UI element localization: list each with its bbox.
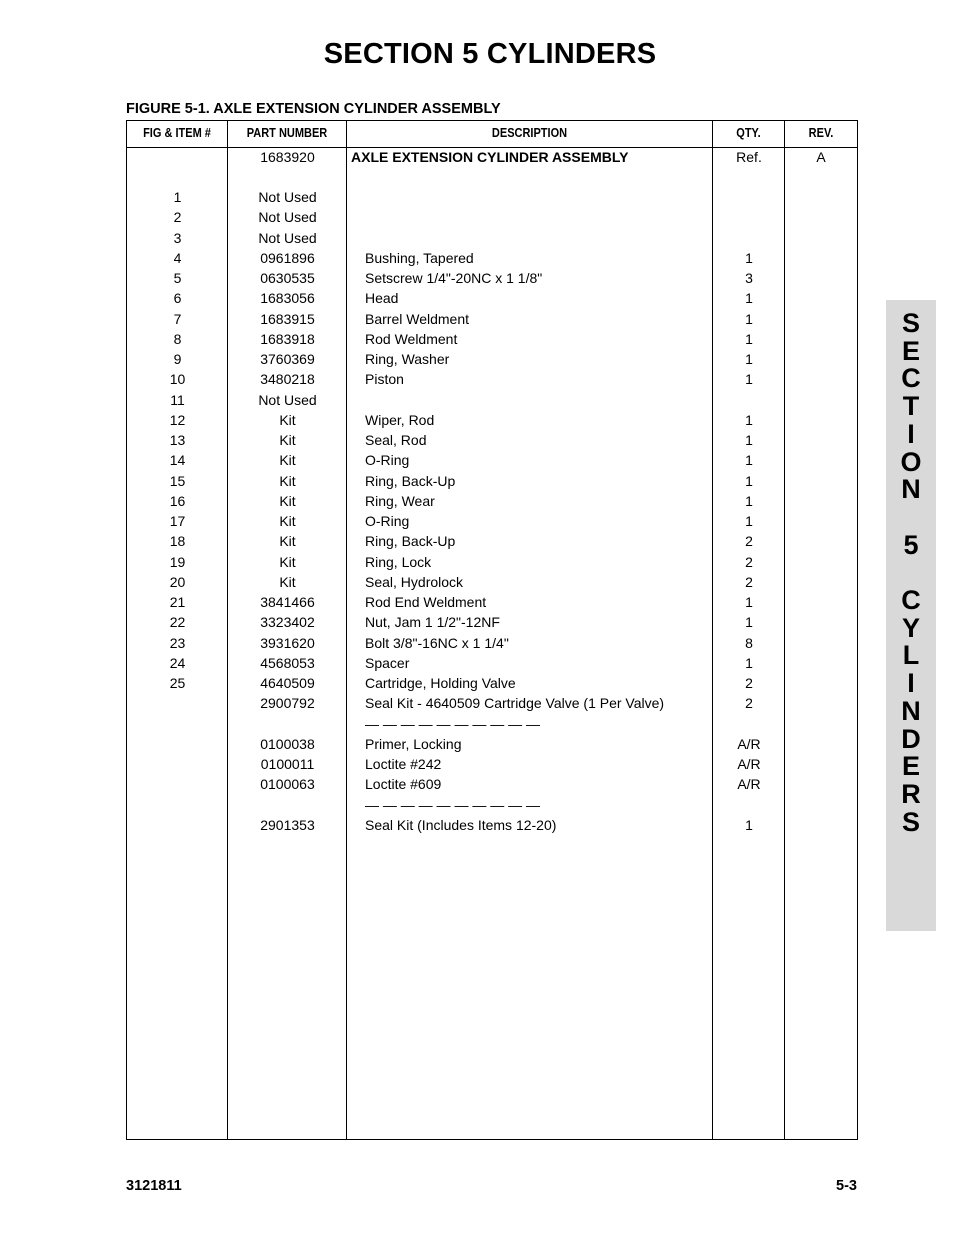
description: Setscrew 1/4"-20NC x 1 1/8" <box>365 270 543 286</box>
quantity: 1 <box>745 310 753 327</box>
part-number: 3480218 <box>260 371 315 388</box>
item-number: 14 <box>169 452 186 469</box>
table-row <box>127 491 857 511</box>
item-number: 11 <box>170 391 185 408</box>
item-number: 16 <box>169 492 186 509</box>
side-tab-letter: S <box>901 806 920 837</box>
item-number: 10 <box>169 371 186 388</box>
description: AXLE EXTENSION CYLINDER ASSEMBLY <box>351 149 629 165</box>
item-number: 12 <box>169 411 186 428</box>
quantity: 1 <box>745 351 753 367</box>
part-number: 2901353 <box>260 816 315 833</box>
parts-table <box>126 120 858 1140</box>
item-number: 9 <box>173 351 182 367</box>
description: Ring, Wear <box>365 492 435 509</box>
description: Piston <box>365 371 404 388</box>
item-number: 23 <box>169 634 186 651</box>
side-tab-letter: E <box>901 335 920 366</box>
quantity: 8 <box>745 634 753 651</box>
side-tab-letter: N <box>901 474 921 505</box>
table-row <box>127 430 857 450</box>
part-number: Kit <box>279 553 296 570</box>
description: Bolt 3/8"-16NC x 1 1/4" <box>365 634 509 651</box>
quantity: 1 <box>745 594 753 610</box>
table-row <box>127 693 857 713</box>
side-tab-letter: O <box>900 446 922 477</box>
item-number: 15 <box>169 472 186 489</box>
part-number: 0100038 <box>260 735 315 752</box>
part-number: 3760369 <box>260 351 315 367</box>
part-number: Not Used <box>258 209 317 226</box>
header-item: FIG & ITEM # <box>143 126 211 140</box>
part-number: Not Used <box>258 229 317 246</box>
page-number: 5-3 <box>836 1178 857 1194</box>
table-row <box>127 268 857 288</box>
description: Seal, Rod <box>365 432 427 448</box>
item-number: 1 <box>173 189 182 205</box>
table-row <box>127 714 857 734</box>
table-row <box>127 329 857 349</box>
quantity: A/R <box>737 776 761 793</box>
description: Ring, Lock <box>365 553 432 570</box>
table-row <box>127 369 857 389</box>
side-tab-letter: S <box>901 308 920 338</box>
document-number: 3121811 <box>126 1178 182 1194</box>
table-row <box>127 795 857 815</box>
item-number: 7 <box>173 310 182 327</box>
quantity: 1 <box>745 513 753 529</box>
part-number: 3931620 <box>260 634 315 651</box>
description: Seal Kit (Includes Items 12-20) <box>365 816 557 833</box>
description: Seal Kit - 4640509 Cartridge Valve (1 Per Valve) <box>365 695 665 712</box>
side-tab-letter: I <box>907 668 915 699</box>
description: Spacer <box>365 654 410 671</box>
item-number: 21 <box>169 594 186 610</box>
part-number: 3841466 <box>260 594 315 610</box>
part-number: 4568053 <box>260 654 315 671</box>
side-tab-letter: T <box>902 391 920 422</box>
table-row <box>127 390 857 410</box>
item-number: 13 <box>169 432 186 448</box>
item-number: 17 <box>169 513 186 529</box>
part-number: Kit <box>279 411 296 428</box>
part-number: Kit <box>279 573 296 590</box>
part-number: 1683915 <box>260 310 315 327</box>
quantity: 1 <box>745 452 753 469</box>
item-number: 8 <box>173 330 182 347</box>
quantity: 2 <box>745 533 753 550</box>
quantity: 2 <box>745 573 753 590</box>
part-number: 3323402 <box>260 614 315 631</box>
part-number: 1683056 <box>260 290 315 307</box>
quantity: 1 <box>745 614 753 631</box>
side-tab-letter: N <box>901 695 921 726</box>
quantity: 1 <box>745 816 753 833</box>
table-row <box>127 531 857 551</box>
table-row <box>127 288 857 308</box>
description: O-Ring <box>365 452 410 469</box>
item-number: 4 <box>173 249 182 266</box>
description: — — — — — — — — — — <box>365 796 541 813</box>
description: — — — — — — — — — — <box>365 715 541 732</box>
table-row <box>127 754 857 774</box>
table-row <box>127 673 857 693</box>
description: Loctite #609 <box>365 776 442 793</box>
revision: A <box>816 149 826 165</box>
quantity: 1 <box>745 472 753 489</box>
part-number: Kit <box>279 432 296 448</box>
part-number: 4640509 <box>260 675 315 691</box>
description: Ring, Back-Up <box>365 533 456 550</box>
part-number: 0100063 <box>260 776 315 793</box>
table-row <box>127 552 857 572</box>
part-number: Kit <box>279 533 296 550</box>
description: Nut, Jam 1 1/2"-12NF <box>365 614 500 631</box>
quantity: 2 <box>745 675 753 691</box>
part-number: Kit <box>279 452 296 469</box>
side-tab-letter: C <box>901 363 921 394</box>
table-row <box>127 592 857 612</box>
item-number: 22 <box>169 614 186 631</box>
quantity: A/R <box>737 756 761 772</box>
side-tab-letter: Y <box>901 612 920 643</box>
description: Rod Weldment <box>365 330 458 347</box>
table-row <box>127 207 857 227</box>
description: Wiper, Rod <box>365 411 435 428</box>
table-row <box>127 653 857 673</box>
item-number: 2 <box>173 209 182 226</box>
quantity: 2 <box>745 695 753 712</box>
side-tab-letter: I <box>907 418 915 449</box>
part-number: Kit <box>279 492 296 509</box>
part-number: Not Used <box>258 189 317 205</box>
description: Primer, Locking <box>365 735 462 752</box>
table-row <box>127 450 857 470</box>
table-row <box>127 815 857 835</box>
part-number: 0961896 <box>260 249 315 266</box>
table-row <box>127 248 857 268</box>
table-row <box>127 147 857 167</box>
quantity: 1 <box>745 411 753 428</box>
table-row <box>127 167 857 187</box>
header-rev: REV. <box>808 126 834 140</box>
section-title: SECTION 5 CYLINDERS <box>323 38 657 70</box>
table-row <box>127 612 857 632</box>
item-number: 3 <box>173 229 182 246</box>
part-number: 1683920 <box>260 149 315 165</box>
part-number: 2900792 <box>260 695 315 712</box>
table-row <box>127 228 857 248</box>
table-row <box>127 349 857 369</box>
table-row <box>127 511 857 531</box>
item-number: 5 <box>173 270 182 286</box>
side-tab-letter: C <box>901 585 921 615</box>
description: Ring, Washer <box>365 351 450 367</box>
item-number: 6 <box>173 290 182 307</box>
part-number: Kit <box>279 472 296 489</box>
table-row <box>127 410 857 430</box>
description: Seal, Hydrolock <box>365 573 464 590</box>
table-row <box>127 471 857 491</box>
quantity: 1 <box>745 492 753 509</box>
item-number: 25 <box>169 675 186 691</box>
item-number: 20 <box>169 573 186 590</box>
part-number: 0100011 <box>260 756 315 772</box>
quantity: 1 <box>745 654 753 671</box>
quantity: 2 <box>745 553 753 570</box>
side-tab-letter: 5 <box>903 529 919 560</box>
side-tab-letter: R <box>901 778 921 809</box>
table-row <box>127 734 857 754</box>
quantity: Ref. <box>736 149 762 165</box>
description: Ring, Back-Up <box>365 472 456 489</box>
table-row <box>127 187 857 207</box>
description: Head <box>365 290 399 307</box>
table-row <box>127 572 857 592</box>
item-number: 24 <box>169 654 186 671</box>
quantity: 1 <box>745 371 753 388</box>
quantity: 3 <box>745 270 753 286</box>
part-number: Not Used <box>258 391 317 408</box>
part-number: Kit <box>279 513 296 529</box>
description: O-Ring <box>365 513 410 529</box>
table-row <box>127 633 857 653</box>
figure-title: FIGURE 5-1. AXLE EXTENSION CYLINDER ASSEMBLY <box>126 101 501 117</box>
part-number: 0630535 <box>260 270 315 286</box>
header-description: DESCRIPTION <box>491 126 568 140</box>
item-number: 18 <box>169 533 186 550</box>
header-qty: QTY. <box>736 126 761 140</box>
quantity: A/R <box>737 735 761 752</box>
description: Loctite #242 <box>365 756 442 772</box>
side-tab-letter: D <box>901 723 921 754</box>
quantity: 1 <box>745 249 753 266</box>
table-row <box>127 774 857 794</box>
description: Bushing, Tapered <box>365 249 474 266</box>
quantity: 1 <box>745 290 753 307</box>
side-tab-letter: E <box>901 751 920 782</box>
header-part-number: PART NUMBER <box>246 126 328 140</box>
item-number: 19 <box>169 553 186 570</box>
side-tab-letter: L <box>902 640 920 671</box>
table-row <box>127 309 857 329</box>
description: Rod End Weldment <box>365 594 487 610</box>
section-side-tab <box>886 300 936 931</box>
part-number: 1683918 <box>260 330 315 347</box>
quantity: 1 <box>745 432 753 448</box>
description: Barrel Weldment <box>365 310 470 327</box>
quantity: 1 <box>745 330 753 347</box>
description: Cartridge, Holding Valve <box>365 675 516 691</box>
